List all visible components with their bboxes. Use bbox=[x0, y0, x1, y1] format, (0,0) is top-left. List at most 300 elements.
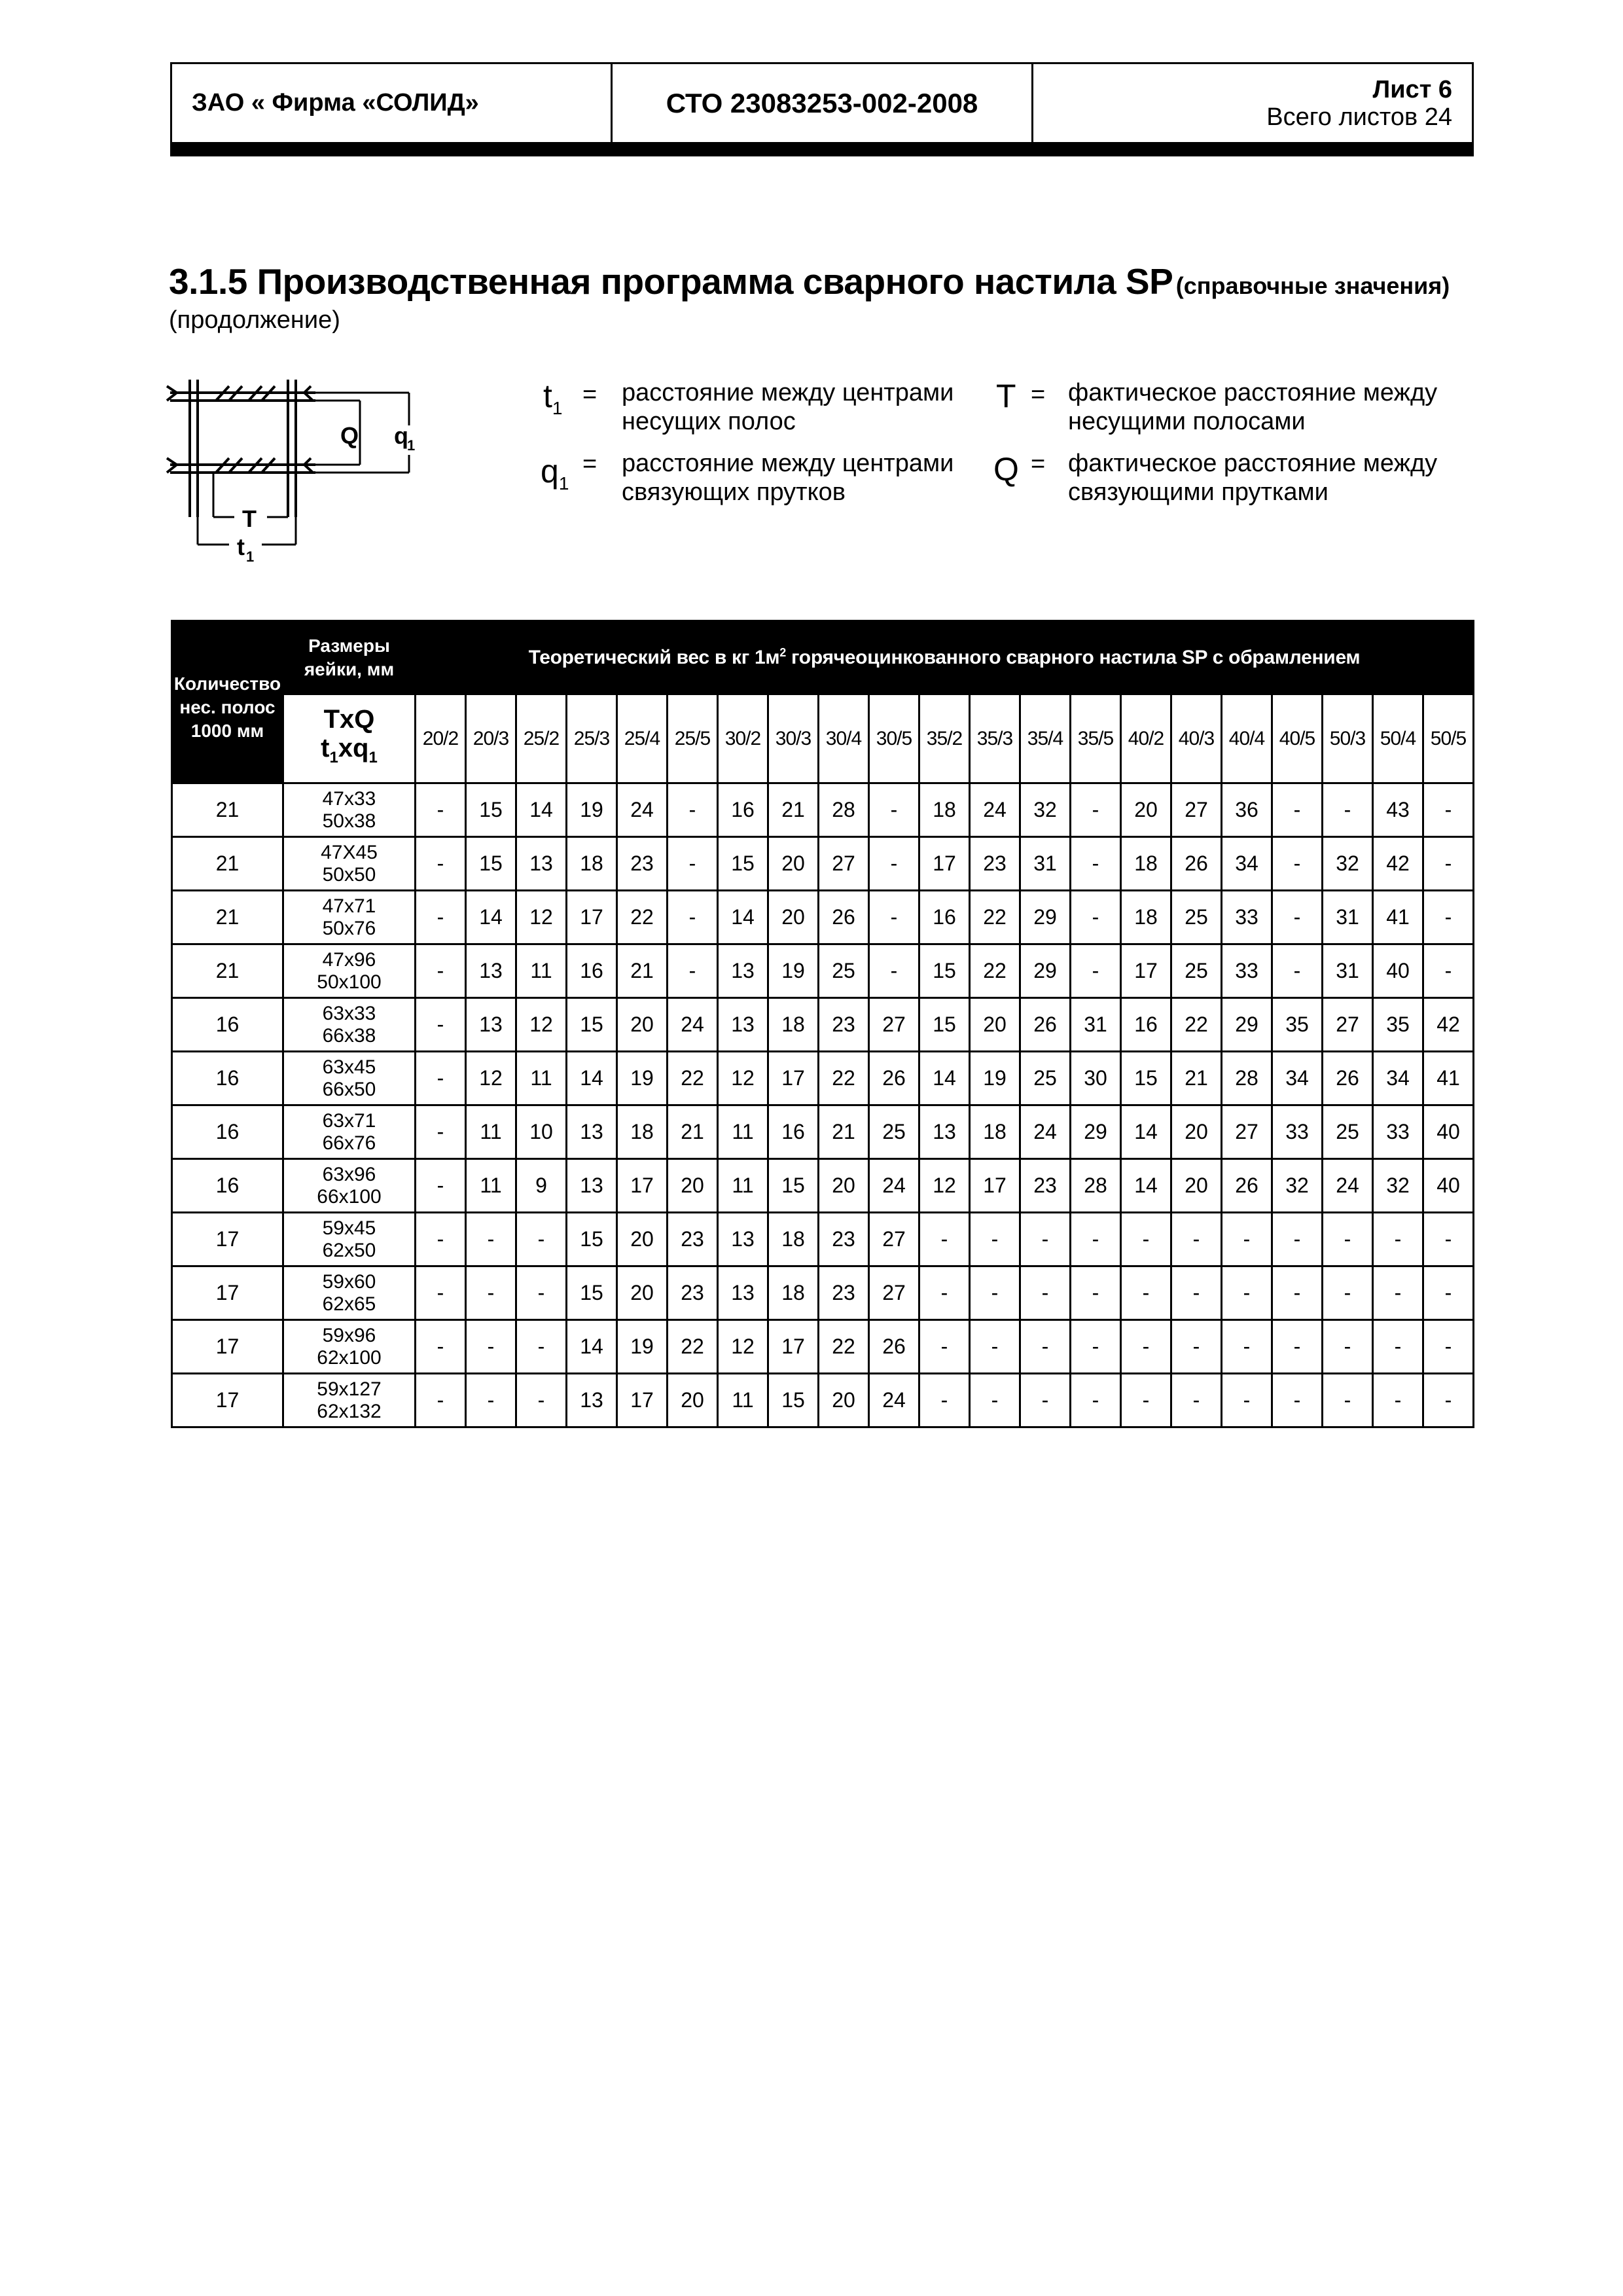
table-row bbox=[172, 944, 1474, 998]
weight-cell: - bbox=[1373, 1320, 1423, 1374]
weight-cell: - bbox=[516, 1320, 567, 1374]
weight-cell: 14 bbox=[1121, 1159, 1171, 1213]
weight-cell: 11 bbox=[466, 1105, 516, 1159]
weight-cell: 18 bbox=[567, 837, 617, 891]
company-name: ЗАО « Фирма «СОЛИД» bbox=[172, 64, 613, 142]
weight-cell: 25 bbox=[1323, 1105, 1373, 1159]
weight-cell: 31 bbox=[1323, 944, 1373, 998]
weight-cell: - bbox=[919, 1320, 970, 1374]
weight-cell: 18 bbox=[768, 1213, 819, 1266]
weight-cell: - bbox=[1171, 1266, 1222, 1320]
weight-cell: 40 bbox=[1423, 1105, 1474, 1159]
mesh-size-cell bbox=[283, 998, 416, 1052]
sheet-number: Лист 6 bbox=[1372, 75, 1452, 103]
weight-cell: - bbox=[1423, 1320, 1474, 1374]
weight-cell: - bbox=[1272, 1213, 1323, 1266]
legend-T-text: фактическое расстояние между несущими полосами bbox=[1068, 379, 1438, 435]
table-row bbox=[172, 1052, 1474, 1105]
sheet-info bbox=[1033, 64, 1472, 142]
mesh-size-center: 62x50 bbox=[322, 1239, 376, 1261]
weight-cell: 16 bbox=[567, 944, 617, 998]
weight-cell: - bbox=[1121, 1213, 1171, 1266]
weight-cell: 25 bbox=[819, 944, 869, 998]
weight-cell: 22 bbox=[668, 1320, 718, 1374]
diagram-label-q1: q bbox=[394, 422, 408, 449]
weight-cell: - bbox=[919, 1213, 970, 1266]
column-header: 25/2 bbox=[516, 694, 567, 783]
column-header: 40/2 bbox=[1121, 694, 1171, 783]
header-weight: Теоретический вес в кг $1м^2$ горячеоцинкованного сварного настила SP с обрамлением bbox=[416, 621, 1474, 694]
mesh-size-cell bbox=[283, 1213, 416, 1266]
weight-cell: 42 bbox=[1423, 998, 1474, 1052]
total-sheets: Всего листов 24 bbox=[1266, 103, 1452, 131]
column-header: 50/3 bbox=[1323, 694, 1373, 783]
weight-cell: 17 bbox=[617, 1374, 668, 1427]
weight-cell: 13 bbox=[567, 1374, 617, 1427]
weight-cell: - bbox=[516, 1266, 567, 1320]
weight-cell: 27 bbox=[869, 1213, 919, 1266]
mesh-size-center: 66x100 bbox=[317, 1185, 382, 1208]
weight-cell: 11 bbox=[516, 944, 567, 998]
weight-cell: - bbox=[970, 1320, 1020, 1374]
weight-cell: 16 bbox=[1121, 998, 1171, 1052]
weight-cell: 16 bbox=[768, 1105, 819, 1159]
weight-cell: 27 bbox=[819, 837, 869, 891]
diagram-label-T: T bbox=[242, 505, 257, 532]
mesh-size-cell bbox=[283, 1052, 416, 1105]
weight-cell: - bbox=[466, 1266, 516, 1320]
weight-cell: 27 bbox=[869, 998, 919, 1052]
weight-cell: 15 bbox=[567, 998, 617, 1052]
weight-cell: - bbox=[1020, 1320, 1071, 1374]
weight-cell: 20 bbox=[819, 1159, 869, 1213]
standard-number: СТО 23083253-002-2008 bbox=[613, 64, 1033, 142]
column-header: 35/2 bbox=[919, 694, 970, 783]
diagram-label-Q: Q bbox=[340, 422, 359, 449]
weight-cell: - bbox=[1121, 1266, 1171, 1320]
mesh-size-clear: 63x96 bbox=[322, 1163, 376, 1185]
weight-cell: 36 bbox=[1222, 783, 1272, 837]
column-header: 40/4 bbox=[1222, 694, 1272, 783]
weight-cell: 26 bbox=[869, 1320, 919, 1374]
table-row bbox=[172, 783, 1474, 837]
column-header: 50/5 bbox=[1423, 694, 1474, 783]
weight-cell: 21 bbox=[617, 944, 668, 998]
weight-cell: 18 bbox=[919, 783, 970, 837]
weight-cell: 27 bbox=[1171, 783, 1222, 837]
mesh-size-clear: 59x96 bbox=[322, 1324, 376, 1346]
mesh-size-cell bbox=[283, 1374, 416, 1427]
weight-cell: 14 bbox=[718, 891, 768, 944]
weight-cell: - bbox=[1272, 944, 1323, 998]
weight-cell: 22 bbox=[617, 891, 668, 944]
weight-cell: - bbox=[1272, 1266, 1323, 1320]
weight-cell: 13 bbox=[718, 944, 768, 998]
column-header: 25/4 bbox=[617, 694, 668, 783]
weight-cell: 15 bbox=[768, 1374, 819, 1427]
document-header bbox=[170, 62, 1474, 142]
mesh-size-clear: 47x71 bbox=[322, 895, 376, 917]
weight-cell: - bbox=[416, 837, 466, 891]
weight-cell: - bbox=[1423, 837, 1474, 891]
weight-cell: 21 bbox=[1171, 1052, 1222, 1105]
header-cell-size: Размеры яейки, мм bbox=[283, 621, 416, 694]
table-row bbox=[172, 1320, 1474, 1374]
weight-cell: 12 bbox=[718, 1320, 768, 1374]
weight-cell: 17 bbox=[1121, 944, 1171, 998]
mesh-size-center: 66x76 bbox=[322, 1132, 376, 1154]
weight-cell: - bbox=[1423, 944, 1474, 998]
legend-T-equals: = bbox=[1031, 381, 1046, 408]
bar-count-cell: 21 bbox=[172, 891, 283, 944]
weight-cell: 17 bbox=[567, 891, 617, 944]
weight-cell: 14 bbox=[466, 891, 516, 944]
weight-cell: 40 bbox=[1373, 944, 1423, 998]
weight-cell: - bbox=[416, 1320, 466, 1374]
weight-cell: 27 bbox=[1323, 998, 1373, 1052]
weight-cell: - bbox=[1272, 1320, 1323, 1374]
weight-cell: - bbox=[1373, 1266, 1423, 1320]
mesh-size-clear: 59x127 bbox=[317, 1378, 382, 1400]
weight-cell: - bbox=[970, 1213, 1020, 1266]
weight-cell: 13 bbox=[516, 837, 567, 891]
weight-cell: 22 bbox=[668, 1052, 718, 1105]
weight-cell: 26 bbox=[1171, 837, 1222, 891]
weight-cell: 33 bbox=[1222, 944, 1272, 998]
table-row bbox=[172, 1105, 1474, 1159]
weight-cell: - bbox=[1071, 1266, 1121, 1320]
weight-cell: 24 bbox=[869, 1374, 919, 1427]
weight-cell: 12 bbox=[516, 998, 567, 1052]
weight-cell: - bbox=[416, 1374, 466, 1427]
column-header: 40/5 bbox=[1272, 694, 1323, 783]
weight-cell: 42 bbox=[1373, 837, 1423, 891]
weight-cell: 23 bbox=[819, 1266, 869, 1320]
weight-cell: 24 bbox=[1020, 1105, 1071, 1159]
weight-cell: 25 bbox=[1171, 944, 1222, 998]
grating-diagram bbox=[164, 367, 438, 583]
weight-cell: - bbox=[1071, 891, 1121, 944]
weight-cell: 16 bbox=[718, 783, 768, 837]
weight-cell: 15 bbox=[919, 944, 970, 998]
weight-cell: 20 bbox=[1171, 1159, 1222, 1213]
continuation-label: (продолжение) bbox=[169, 306, 340, 334]
weight-cell: 26 bbox=[869, 1052, 919, 1105]
table-row bbox=[172, 1213, 1474, 1266]
legend-t1-equals: = bbox=[582, 381, 597, 408]
table-row bbox=[172, 1266, 1474, 1320]
weight-cell: 17 bbox=[768, 1320, 819, 1374]
bar-count-cell: 16 bbox=[172, 1105, 283, 1159]
column-header: 35/3 bbox=[970, 694, 1020, 783]
weight-cell: 20 bbox=[1121, 783, 1171, 837]
legend-t1-text: расстояние между центрами несущих полос bbox=[622, 379, 954, 435]
table-row bbox=[172, 891, 1474, 944]
mesh-size-cell bbox=[283, 783, 416, 837]
weight-cell: 28 bbox=[1071, 1159, 1121, 1213]
mesh-size-clear: 47x96 bbox=[322, 948, 376, 971]
weight-cell: - bbox=[516, 1213, 567, 1266]
weight-cell: - bbox=[1071, 944, 1121, 998]
weight-cell: - bbox=[516, 1374, 567, 1427]
weight-cell: - bbox=[1071, 1320, 1121, 1374]
weight-cell: 31 bbox=[1071, 998, 1121, 1052]
weight-cell: - bbox=[1423, 783, 1474, 837]
weight-cell: 30 bbox=[1071, 1052, 1121, 1105]
legend-q1-symbol: $q_1$ bbox=[541, 453, 569, 493]
weight-cell: 12 bbox=[919, 1159, 970, 1213]
weight-cell: 15 bbox=[1121, 1052, 1171, 1105]
legend-Q-symbol: Q bbox=[993, 451, 1019, 488]
section-title-main: 3.1.5 Производственная программа сварного настила SP bbox=[169, 261, 1173, 302]
weight-cell: 20 bbox=[617, 1266, 668, 1320]
weight-cell: 15 bbox=[718, 837, 768, 891]
column-header: 40/3 bbox=[1171, 694, 1222, 783]
mesh-size-center: 50x50 bbox=[322, 863, 376, 886]
weight-cell: 22 bbox=[970, 891, 1020, 944]
weight-cell: 22 bbox=[970, 944, 1020, 998]
weight-cell: 33 bbox=[1373, 1105, 1423, 1159]
weight-cell: 18 bbox=[768, 998, 819, 1052]
weight-cell: 29 bbox=[1222, 998, 1272, 1052]
weight-cell: 28 bbox=[1222, 1052, 1272, 1105]
weight-cell: - bbox=[416, 891, 466, 944]
bar-count-cell: 16 bbox=[172, 1159, 283, 1213]
weight-cell: 12 bbox=[718, 1052, 768, 1105]
mesh-size-clear: 63x33 bbox=[322, 1002, 376, 1024]
weight-cell: - bbox=[1071, 837, 1121, 891]
weight-cell: - bbox=[416, 1052, 466, 1105]
weight-cell: 17 bbox=[768, 1052, 819, 1105]
weight-cell: 32 bbox=[1323, 837, 1373, 891]
mesh-size-center: 66x38 bbox=[322, 1024, 376, 1047]
weight-cell: 25 bbox=[1171, 891, 1222, 944]
weight-cell: 15 bbox=[567, 1266, 617, 1320]
weight-cell: 22 bbox=[819, 1052, 869, 1105]
column-header: 20/3 bbox=[466, 694, 516, 783]
weight-cell: 17 bbox=[919, 837, 970, 891]
weight-cell: 19 bbox=[970, 1052, 1020, 1105]
column-header: 25/3 bbox=[567, 694, 617, 783]
weight-cell: 9 bbox=[516, 1159, 567, 1213]
weight-cell: 32 bbox=[1373, 1159, 1423, 1213]
weight-cell: 11 bbox=[718, 1374, 768, 1427]
weight-cell: 13 bbox=[567, 1159, 617, 1213]
header-underline bbox=[170, 142, 1474, 156]
weight-cell: - bbox=[1373, 1213, 1423, 1266]
weight-cell: 23 bbox=[617, 837, 668, 891]
diagram-label-t1-sub: 1 bbox=[246, 548, 255, 565]
weight-cell: - bbox=[416, 998, 466, 1052]
weight-cell: 20 bbox=[819, 1374, 869, 1427]
bar-count-cell: 21 bbox=[172, 944, 283, 998]
weight-cell: 19 bbox=[567, 783, 617, 837]
table-row bbox=[172, 998, 1474, 1052]
legend-q1-equals: = bbox=[582, 450, 597, 478]
weight-cell: 20 bbox=[617, 1213, 668, 1266]
weight-cell: 27 bbox=[869, 1266, 919, 1320]
weight-cell: 24 bbox=[1323, 1159, 1373, 1213]
weight-cell: 35 bbox=[1272, 998, 1323, 1052]
weight-cell: - bbox=[1423, 1266, 1474, 1320]
weight-cell: 24 bbox=[617, 783, 668, 837]
weight-cell: - bbox=[1222, 1320, 1272, 1374]
mesh-size-clear: 59x60 bbox=[322, 1270, 376, 1293]
weight-cell: 12 bbox=[466, 1052, 516, 1105]
mesh-size-cell bbox=[283, 837, 416, 891]
mesh-size-center: 62x65 bbox=[322, 1293, 376, 1315]
weight-cell: 23 bbox=[819, 998, 869, 1052]
weight-cell: 20 bbox=[617, 998, 668, 1052]
weight-cell: 20 bbox=[768, 891, 819, 944]
mesh-size-clear: 47x33 bbox=[322, 787, 376, 810]
weight-cell: 23 bbox=[819, 1213, 869, 1266]
bar-count-cell: 21 bbox=[172, 837, 283, 891]
weight-cell: 15 bbox=[768, 1159, 819, 1213]
mesh-size-center: 50x76 bbox=[322, 917, 376, 939]
weight-cell: 11 bbox=[718, 1105, 768, 1159]
weight-cell: - bbox=[1222, 1266, 1272, 1320]
weight-table bbox=[171, 620, 1474, 1428]
weight-cell: - bbox=[668, 837, 718, 891]
mesh-size-cell bbox=[283, 944, 416, 998]
weight-cell: 23 bbox=[668, 1213, 718, 1266]
mesh-size-center: 66x50 bbox=[322, 1078, 376, 1100]
weight-cell: 11 bbox=[466, 1159, 516, 1213]
weight-cell: - bbox=[1071, 783, 1121, 837]
weight-cell: - bbox=[970, 1266, 1020, 1320]
weight-cell: - bbox=[1272, 837, 1323, 891]
weight-cell: 19 bbox=[768, 944, 819, 998]
weight-cell: - bbox=[416, 1159, 466, 1213]
weight-cell: - bbox=[1272, 891, 1323, 944]
weight-cell: 18 bbox=[1121, 891, 1171, 944]
weight-cell: 17 bbox=[617, 1159, 668, 1213]
column-header: 30/5 bbox=[869, 694, 919, 783]
table-row bbox=[172, 1159, 1474, 1213]
weight-cell: 41 bbox=[1373, 891, 1423, 944]
weight-cell: - bbox=[668, 891, 718, 944]
weight-cell: 21 bbox=[668, 1105, 718, 1159]
weight-cell: 13 bbox=[919, 1105, 970, 1159]
weight-cell: 13 bbox=[718, 998, 768, 1052]
weight-cell: 34 bbox=[1373, 1052, 1423, 1105]
weight-cell: - bbox=[1323, 1213, 1373, 1266]
weight-cell: 31 bbox=[1323, 891, 1373, 944]
section-title-note: (справочные значения) bbox=[1175, 272, 1450, 299]
bar-count-cell: 16 bbox=[172, 998, 283, 1052]
weight-cell: - bbox=[1020, 1266, 1071, 1320]
weight-cell: 11 bbox=[718, 1159, 768, 1213]
mesh-size-clear: 63x45 bbox=[322, 1056, 376, 1078]
mesh-size-cell bbox=[283, 1320, 416, 1374]
weight-cell: - bbox=[1171, 1374, 1222, 1427]
weight-cell: 18 bbox=[768, 1266, 819, 1320]
bar-count-cell: 17 bbox=[172, 1374, 283, 1427]
weight-cell: 13 bbox=[567, 1105, 617, 1159]
weight-cell: - bbox=[466, 1320, 516, 1374]
weight-cell: - bbox=[1171, 1320, 1222, 1374]
header-bar-count: Количество нес. полос 1000 мм bbox=[172, 621, 283, 783]
column-header: 30/4 bbox=[819, 694, 869, 783]
weight-cell: 26 bbox=[819, 891, 869, 944]
weight-cell: 20 bbox=[970, 998, 1020, 1052]
weight-cell: - bbox=[1272, 783, 1323, 837]
column-header: 35/4 bbox=[1020, 694, 1071, 783]
weight-cell: 22 bbox=[1171, 998, 1222, 1052]
mesh-size-clear: 47X45 bbox=[321, 841, 378, 863]
weight-cell: 33 bbox=[1222, 891, 1272, 944]
weight-cell: - bbox=[1121, 1374, 1171, 1427]
weight-cell: - bbox=[1121, 1320, 1171, 1374]
column-header: 30/3 bbox=[768, 694, 819, 783]
section-title bbox=[169, 260, 1450, 302]
weight-cell: 20 bbox=[668, 1159, 718, 1213]
weight-cell: - bbox=[416, 783, 466, 837]
weight-cell: 24 bbox=[668, 998, 718, 1052]
weight-cell: - bbox=[416, 1266, 466, 1320]
bar-count-cell: 17 bbox=[172, 1213, 283, 1266]
weight-cell: 12 bbox=[516, 891, 567, 944]
weight-cell: 14 bbox=[516, 783, 567, 837]
weight-cell: 14 bbox=[1121, 1105, 1171, 1159]
weight-cell: 15 bbox=[466, 783, 516, 837]
weight-cell: - bbox=[1423, 891, 1474, 944]
weight-cell: 25 bbox=[1020, 1052, 1071, 1105]
legend-q1-text: расстояние между центрами связующих прутков bbox=[622, 450, 954, 506]
weight-cell: 16 bbox=[919, 891, 970, 944]
legend-Q-equals: = bbox=[1031, 450, 1046, 478]
weight-cell: 19 bbox=[617, 1052, 668, 1105]
header-txq: TxQ $t_1xq_1$ bbox=[283, 694, 416, 783]
weight-cell: 26 bbox=[1020, 998, 1071, 1052]
weight-cell: 22 bbox=[819, 1320, 869, 1374]
weight-cell: 13 bbox=[466, 998, 516, 1052]
weight-cell: 29 bbox=[1020, 891, 1071, 944]
weight-cell: - bbox=[668, 944, 718, 998]
weight-cell: 27 bbox=[1222, 1105, 1272, 1159]
mesh-size-cell bbox=[283, 1105, 416, 1159]
weight-cell: 40 bbox=[1423, 1159, 1474, 1213]
weight-cell: - bbox=[416, 944, 466, 998]
table-row bbox=[172, 837, 1474, 891]
weight-cell: 26 bbox=[1323, 1052, 1373, 1105]
legend-Q-text: фактическое расстояние между связующими прутками bbox=[1068, 450, 1438, 506]
weight-cell: - bbox=[416, 1105, 466, 1159]
weight-cell: 26 bbox=[1222, 1159, 1272, 1213]
weight-cell: 18 bbox=[970, 1105, 1020, 1159]
weight-cell: 11 bbox=[516, 1052, 567, 1105]
column-header: 50/4 bbox=[1373, 694, 1423, 783]
bar-count-cell: 16 bbox=[172, 1052, 283, 1105]
weight-cell: - bbox=[869, 944, 919, 998]
weight-cell: - bbox=[1373, 1374, 1423, 1427]
weight-cell: - bbox=[919, 1266, 970, 1320]
diagram-label-t1: t bbox=[237, 533, 245, 560]
bar-count-cell: 17 bbox=[172, 1320, 283, 1374]
weight-cell: 23 bbox=[1020, 1159, 1071, 1213]
weight-cell: - bbox=[1222, 1213, 1272, 1266]
mesh-size-cell bbox=[283, 1159, 416, 1213]
weight-cell: 29 bbox=[1020, 944, 1071, 998]
weight-cell: 13 bbox=[718, 1266, 768, 1320]
legend-t1-symbol: $t_1$ bbox=[543, 378, 563, 418]
weight-cell: 15 bbox=[567, 1213, 617, 1266]
table-row bbox=[172, 1374, 1474, 1427]
weight-cell: - bbox=[1423, 1213, 1474, 1266]
weight-cell: 24 bbox=[970, 783, 1020, 837]
weight-cell: 43 bbox=[1373, 783, 1423, 837]
